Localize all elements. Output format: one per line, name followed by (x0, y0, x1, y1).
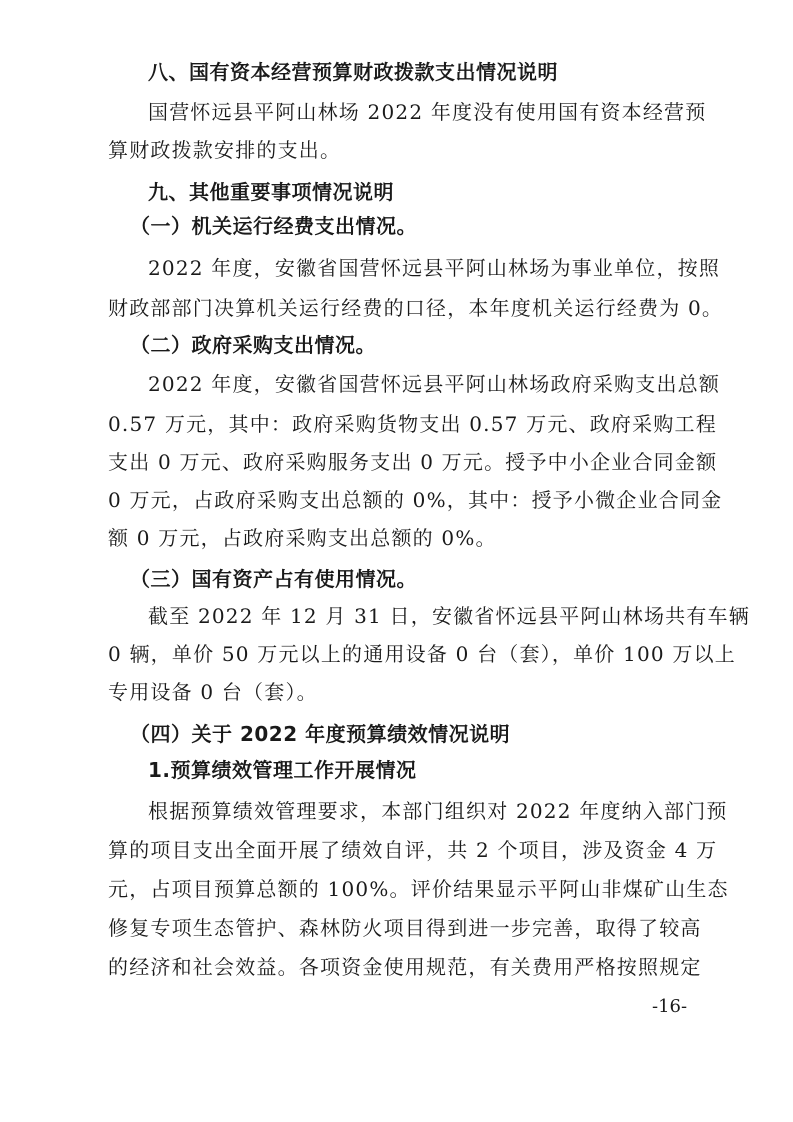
subsection-heading: 1.预算绩效管理工作开展情况 (148, 758, 417, 782)
subsection-heading: （四）关于 2022 年度预算绩效情况说明 (130, 722, 511, 746)
paragraph-line: 算财政拨款安排的支出。 (108, 138, 342, 162)
paragraph-line: 国营怀远县平阿山林场 2022 年度没有使用国有资本经营预 (148, 100, 707, 124)
paragraph-line: 0 万元，占政府采购支出总额的 0%，其中：授予小微企业合同金 (108, 488, 723, 512)
page-number: -16- (652, 996, 688, 1017)
paragraph-line: 的经济和社会效益。各项资金使用规范，有关费用严格按照规定 (108, 955, 702, 979)
section-heading: 八、国有资本经营预算财政拨款支出情况说明 (148, 60, 558, 84)
paragraph-line: 算的项目支出全面开展了绩效自评，共 2 个项目，涉及资金 4 万 (108, 838, 718, 862)
paragraph-line: 修复专项生态管护、森林防火项目得到进一步完善，取得了较高 (108, 916, 702, 940)
paragraph-line: 根据预算绩效管理要求，本部门组织对 2022 年度纳入部门预 (148, 799, 728, 823)
paragraph-line: 专用设备 0 台（套）。 (108, 680, 318, 704)
paragraph-line: 元，占项目预算总额的 100%。评价结果显示平阿山非煤矿山生态 (108, 877, 729, 901)
subsection-heading: （一）机关运行经费支出情况。 (130, 214, 417, 238)
paragraph-line: 0 辆，单价 50 万元以上的通用设备 0 台（套），单价 100 万以上 (108, 642, 736, 666)
subsection-heading: （三）国有资产占有使用情况。 (130, 567, 417, 591)
paragraph-line: 2022 年度，安徽省国营怀远县平阿山林场政府采购支出总额 (148, 372, 721, 396)
subsection-heading: （二）政府采购支出情况。 (130, 333, 376, 357)
paragraph-line: 额 0 万元，占政府采购支出总额的 0%。 (108, 526, 497, 550)
paragraph-line: 财政部部门决算机关运行经费的口径，本年度机关运行经费为 0。 (108, 296, 724, 320)
paragraph-line: 支出 0 万元、政府采购服务支出 0 万元。授予中小企业合同金额 (108, 450, 718, 474)
paragraph-line: 2022 年度，安徽省国营怀远县平阿山林场为事业单位，按照 (148, 256, 721, 280)
section-heading: 九、其他重要事项情况说明 (148, 180, 394, 204)
paragraph-line: 0.57 万元，其中：政府采购货物支出 0.57 万元、政府采购工程 (108, 412, 717, 436)
paragraph-line: 截至 2022 年 12 月 31 日，安徽省怀远县平阿山林场共有车辆 (148, 604, 750, 628)
